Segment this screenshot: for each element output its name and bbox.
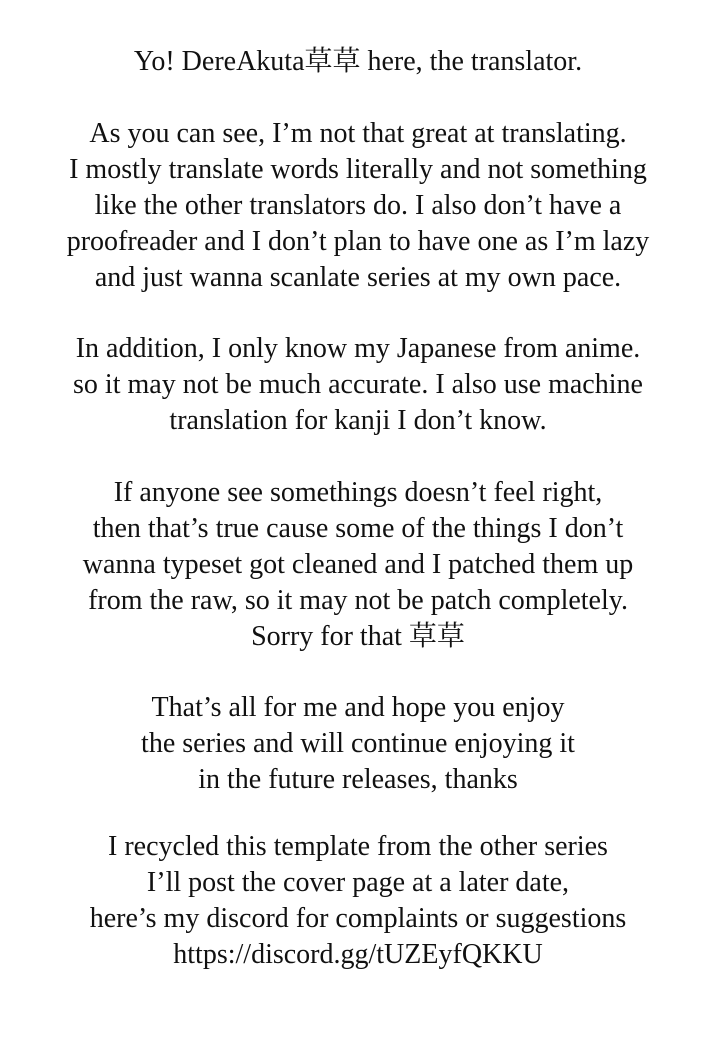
note-line: in the future releases, thanks	[198, 764, 518, 795]
discord-link[interactable]: https://discord.gg/tUZEyfQKKU	[173, 939, 543, 970]
note-line: Yo! DereAkuta草草 here, the translator.	[133, 46, 583, 77]
note-line: proofreader and I don’t plan to have one as I’m lazy	[66, 226, 650, 257]
note-line: then that’s true cause some of the things I don’t	[92, 513, 624, 544]
note-line: the series and will continue enjoying it	[141, 728, 575, 759]
note-line: In addition, I only know my Japanese from anime.	[75, 333, 641, 364]
note-line: and just wanna scanlate series at my own pace.	[94, 262, 622, 293]
note-line: That’s all for me and hope you enjoy	[151, 692, 565, 723]
note-line: If anyone see somethings doesn’t feel right,	[113, 477, 603, 508]
note-line: wanna typeset got cleaned and I patched them up	[82, 549, 634, 580]
note-line: from the raw, so it may not be patch completely.	[88, 585, 628, 616]
note-line: I’ll post the cover page at a later date,	[146, 867, 570, 898]
note-line: I recycled this template from the other series	[108, 831, 608, 862]
note-line: translation for kanji I don’t know.	[169, 405, 547, 436]
note-line: here’s my discord for complaints or suggestions	[89, 903, 627, 934]
note-line: Sorry for that 草草	[251, 621, 465, 652]
note-line: I mostly translate words literally and not something	[69, 154, 647, 185]
note-line: so it may not be much accurate. I also use machine	[73, 369, 643, 400]
note-line: As you can see, I’m not that great at translating.	[89, 118, 627, 149]
note-line: like the other translators do. I also don’t have a	[94, 190, 622, 221]
